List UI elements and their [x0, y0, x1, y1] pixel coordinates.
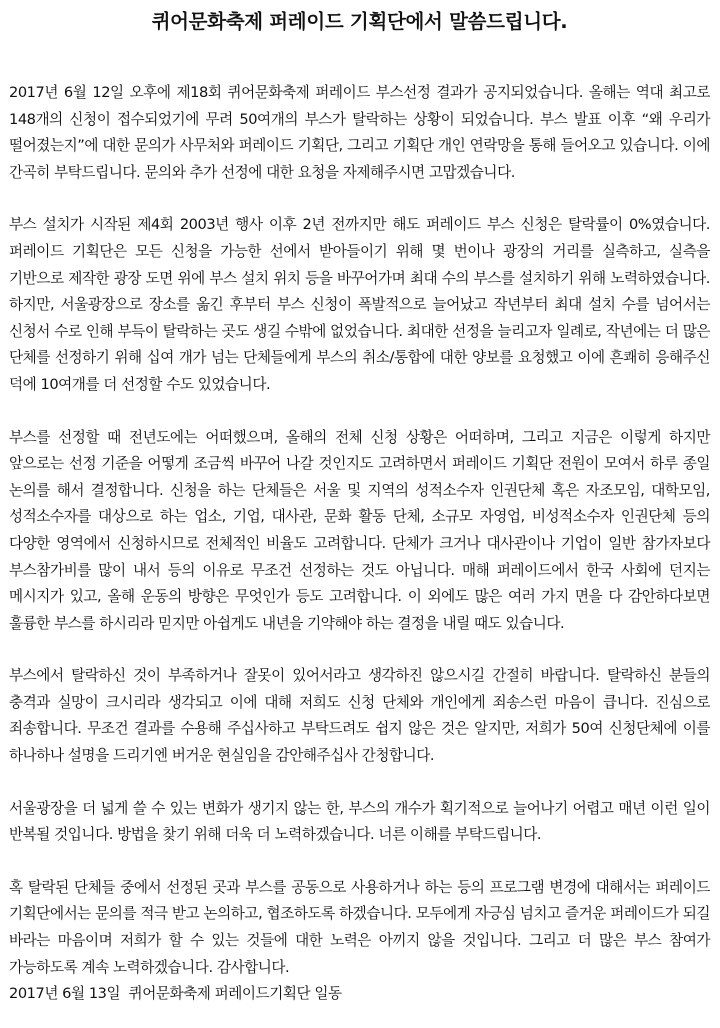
paragraph-announcement: 2017년 6월 12일 오후에 제18회 퀴어문화축제 퍼레이드 부스선정 결과가 공지되었습니다. 올해는 역대 최고로 148개의 신청이 접수되었기에 무려 50여개의 부스가 탈락하는 상황이 되었습니다. 부스 발표 이후 “왜 우리가 떨어졌는지”에 대한 문의가 사무처와 퍼레이드 기획단, 그리고 기획단 개인 연락망을 통해 들어오고 있습니다. 이에 간곡히 부탁드립니다. 문의와 추가 선정에 대한 요청을 자제해주시면 고맙겠습니다.	[9, 84, 710, 181]
notice-title: 퀴어문화축제 퍼레이드 기획단에서 말씀드립니다.	[151, 10, 568, 33]
paragraph-apology: 부스에서 탈락하신 것이 부족하거나 잘못이 있어서라고 생각하진 않으시길 간절히 바랍니다. 탈락하신 분들의 충격과 실망이 크시리라 생각되고 이에 대해 저희도 신청 단체와 개인에게 죄송스런 마음이 큽니다. 진심으로 죄송합니다. 무조건 결과를 수용해 주십사하고 부탁드려도 쉽지 않은 것은 알지만, 저희가 50여 신청단체에 이를 하나하나 설명을 드리기엔 버거운 현실임을 감안해주십사 간청합니다.	[9, 667, 710, 765]
paragraph-history: 부스 설치가 시작된 제4회 2003년 행사 이후 2년 전까지만 해도 퍼레이드 부스 신청은 탈락률이 0%였습니다. 퍼레이드 기획단은 모든 신청을 가능한 선에서 받아들이기 위해 몇 번이나 광장의 거리를 실측하고, 실측을 기반으로 제작한 광장 도면 위에 부스 설치 위치 등을 바꾸어가며 최대 수의 부스를 설치하기 위해 노력하였습니다. 하지만, 서울광장으로 장소를 옮긴 후부터 부스 신청이 폭발적으로 늘어났고 작년부터 최대 설치 수를 넘어서는 신청서 수로 인해 부득이 탈락하는 곳도 생길 수밖에 없었습니다. 최대한 선정을 늘리고자 일례로, 작년에는 더 많은 단체를 선정하기 위해 십여 개가 넘는 단체들에게 부스의 취소/통합에 대한 양보를 요청했고 이에 흔쾌히 응해주신 덕에 10여개를 더 선정할 수도 있었습니다.	[9, 216, 710, 393]
paragraph-program-change: 혹 탈락된 단체들 중에서 선정된 곳과 부스를 공동으로 사용하거나 하는 등의 프로그램 변경에 대해서는 퍼레이드 기획단에서는 문의를 적극 받고 논의하고, 협조하도록 하겠습니다. 모두에게 자긍심 넘치고 즐거운 퍼레이드가 되길 바라는 마음이며 저희가 할 수 있는 것들에 대한 노력은 아끼지 않을 것입니다. 그리고 더 많은 부스 참여가 가능하도록 계속 노력하겠습니다. 감사합니다.	[9, 878, 710, 976]
signature-line: 2017년 6월 13일 퀴어문화축제 퍼레이드기획단 일동	[9, 985, 342, 1003]
paragraph-space-limit: 서울광장을 더 넓게 쓸 수 있는 변화가 생기지 않는 한, 부스의 개수가 획기적으로 늘어나기 어렵고 매년 이런 일이 반복될 것입니다. 방법을 찾기 위해 더욱 더 노력하겠습니다. 너른 이해를 부탁드립니다.	[9, 799, 710, 844]
paragraph-selection-criteria: 부스를 선정할 때 전년도에는 어떠했으며, 올해의 전체 신청 상황은 어떠하며, 그리고 지금은 이렇게 하지만 앞으로는 선정 기준을 어떻게 조금씩 바꾸어 나갈 것인지도 고려하면서 퍼레이드 기획단 전원이 모여서 하루 종일 논의를 해서 결정합니다. 신청을 하는 단체들은 서울 및 지역의 성적소수자 인권단체 혹은 자조모임, 대학모임, 성적소수자를 대상으로 하는 업소, 기업, 대사관, 문화 활동 단체, 소규모 자영업, 비성적소수자 인권단체 등의 다양한 영역에서 신청하시므로 전체적인 비율도 고려합니다. 단체가 크거나 대사관이나 기업이 일반 참가자보다 부스참가비를 많이 내서 등의 이유로 무조건 선정하는 것도 아닙니다. 매해 퍼레이드에서 한국 사회에 던지는 메시지가 있고, 올해 운동의 방향은 무엇인가 등도 고려합니다. 이 외에도 많은 여러 가지 면을 다 감안하다보면 훌륭한 부스를 하시리라 믿지만 아쉽게도 내년을 기약해야 하는 결정을 내릴 때도 있습니다.	[9, 428, 710, 632]
